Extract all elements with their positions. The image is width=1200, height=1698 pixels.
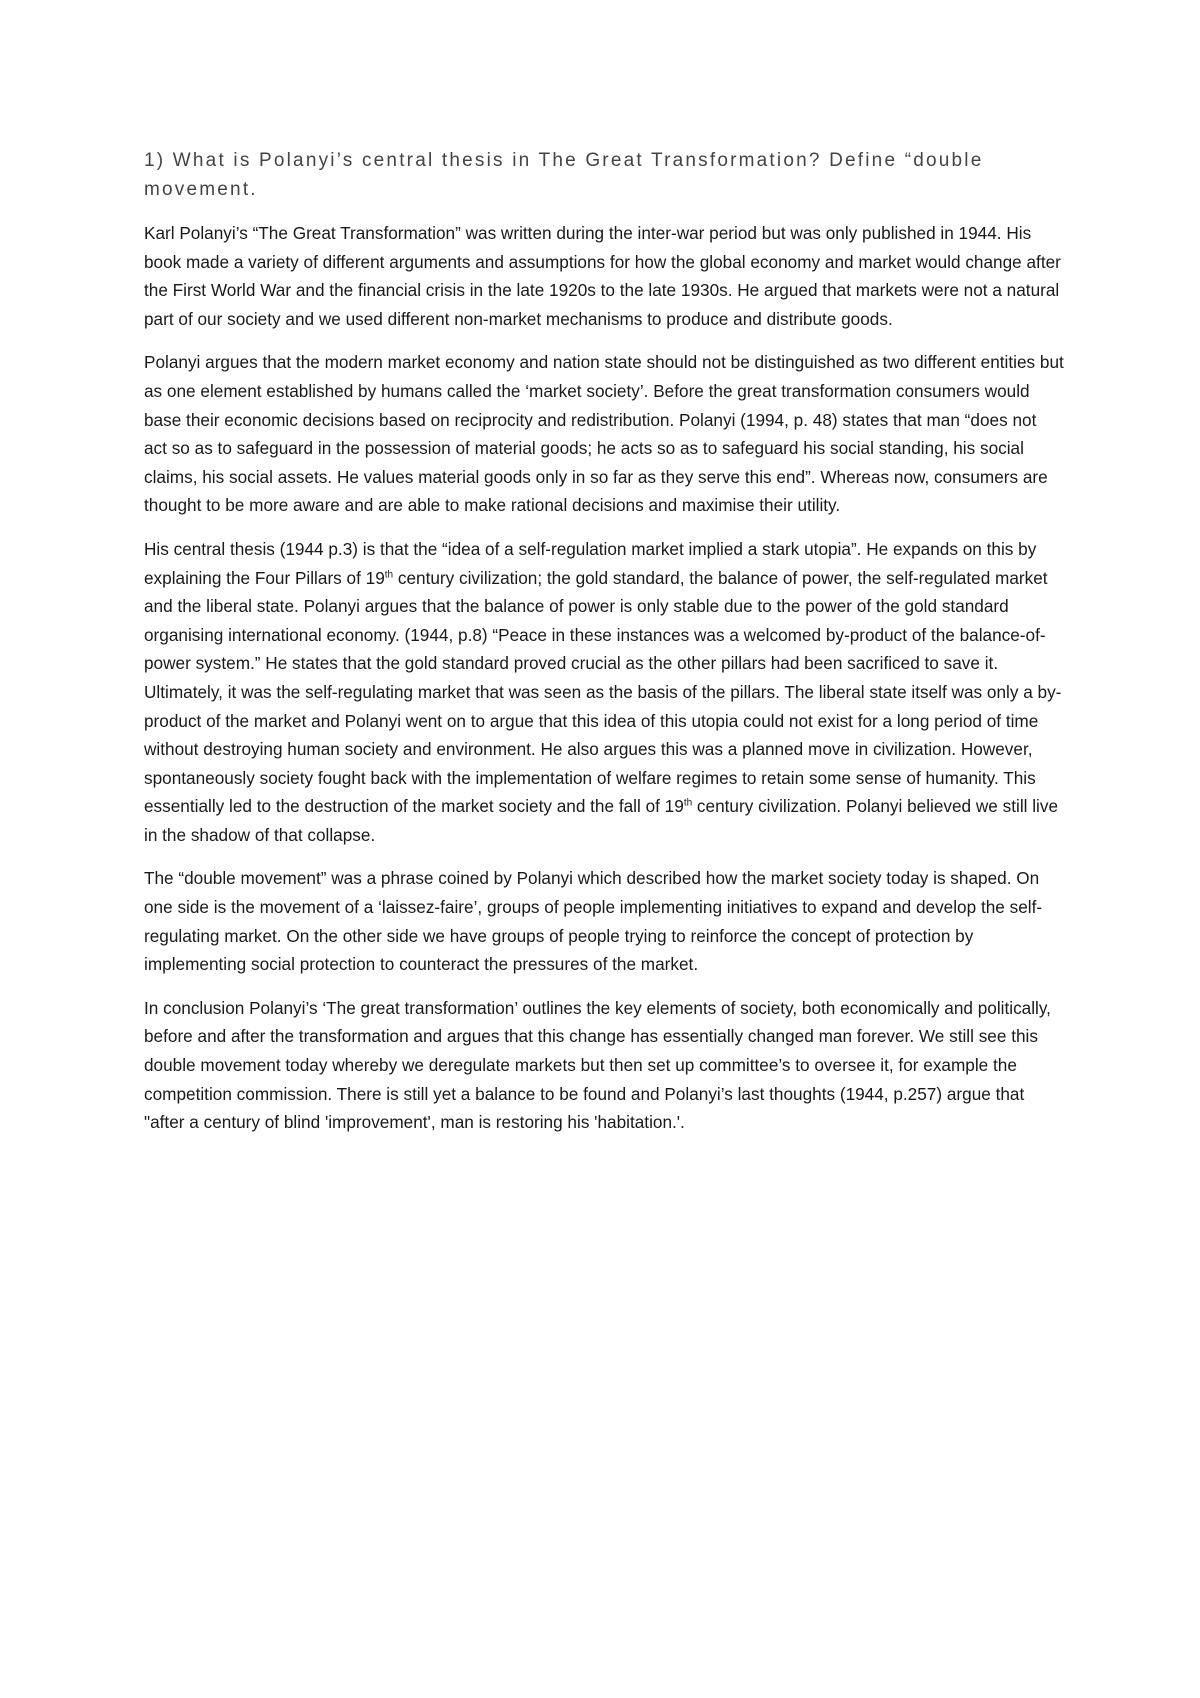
- superscript-ordinal: th: [384, 568, 394, 580]
- paragraph-text: Karl Polanyi’s “The Great Transformation” was written during the inter-war period but was only published in 1944. His book made a variety of different arguments and assumptions for how the global economy and market would change after the First World War and the financial crisis in the late 1920s to the late 1930s. He argued that markets were not a natural part of our society and we used different non-market mechanisms to produce and distribute goods.: [144, 223, 1061, 329]
- paragraph-text: The “double movement” was a phrase coined by Polanyi which described how the market society today is shaped. On one side is the movement of a ‘laissez-faire’, groups of people implementing initiatives to expand and develop the self-regulating market. On the other side we have groups of people trying to reinforce the concept of protection by implementing social protection to counteract the pressures of the market.: [144, 868, 1043, 975]
- paragraph-double-movement: [144, 864, 1064, 978]
- paragraph-text: Polanyi argues that the modern market economy and nation state should not be distinguished as two different entities but as one element established by humans called the ‘market society’. Before the great transformation consumers would base their economic decisions based on reciprocity and redistribution. Polanyi (1994, p. 48) states that man “does not act so as to safeguard in the possession of material goods; he acts so as to safeguard his social standing, his social claims, his social assets. He values material goods only in so far as they serve this end”. Whereas now, consumers are thought to be more aware and are able to make rational decisions and maximise their utility.: [144, 352, 1064, 516]
- question-heading: 1) What is Polanyi’s central thesis in The Great Transformation? Define “double movement.: [144, 150, 984, 200]
- paragraph-text: century civilization. Polanyi believed we still live in the shadow of that collapse.: [144, 796, 1059, 845]
- paragraph-text: In conclusion Polanyi’s ‘The great transformation’ outlines the key elements of society, both economically and politically, before and after the transformation and argues that this change has essentially changed man forever. We still see this double movement today whereby we deregulate markets but then set up committee’s to oversee it, for example the competition commission. There is still yet a balance to be found and Polanyi’s last thoughts (1944, p.257) argue that "after a century of blind 'improvement', man is restoring his 'habitation.'.: [144, 997, 1051, 1133]
- paragraph-introduction: [144, 219, 1064, 333]
- paragraph-text: His central thesis (1944 p.3) is that the “idea of a self-regulation market implied a stark utopia”. He expands on this by explaining the Four Pillars of 19: [144, 538, 1037, 588]
- paragraph-central-thesis: [144, 535, 1064, 850]
- paragraph-text: century civilization; the gold standard, the balance of power, the self-regulated market and the liberal state. Polanyi argues that the balance of power is only stable due to the power of the gold standard organising international economy. (1944, p.8) “Peace in these instances was a welcomed by-product of the balance-of-power system.” He states that the gold standard proved crucial as the other pillars had been sacrificed to save it. Ultimately, it was the self-regulating market that was seen as the basis of the pillars. The liberal state itself was only a by-product of the market and Polanyi went on to argue that this idea of this utopia could not exist for a long period of time without destroying human society and environment. He also argues this was a planned move in civilization. However, spontaneously society fought back with the implementation of welfare regimes to retain some sense of humanity. This essentially led to the destruction of the market society and the fall of 19: [144, 567, 1062, 817]
- paragraph-conclusion: [144, 994, 1064, 1137]
- superscript-ordinal: th: [683, 797, 693, 809]
- document-body: [144, 146, 1064, 1152]
- paragraph-market-society: [144, 348, 1064, 520]
